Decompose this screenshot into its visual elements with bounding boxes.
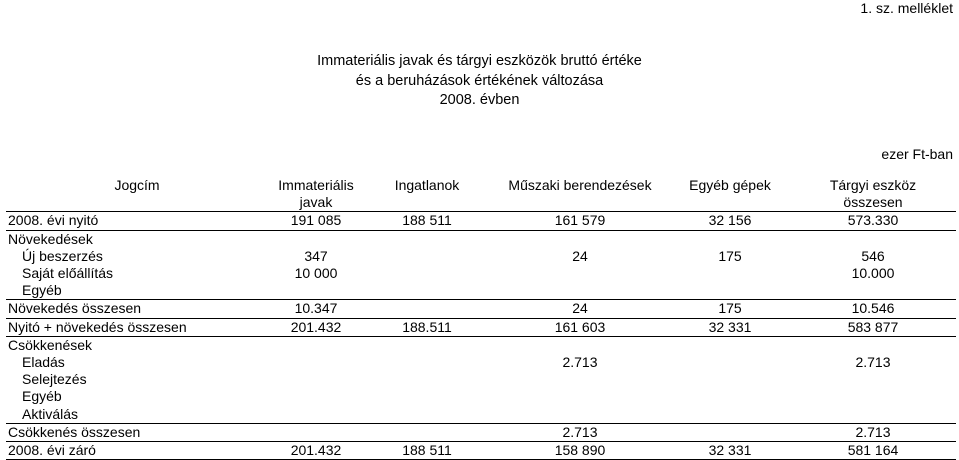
cell-ingatlan [364, 300, 490, 318]
sub-label-aktivalas: Aktiválás [22, 405, 79, 422]
cell-muszaki: 161 579 [490, 212, 670, 230]
cell-egyeb [670, 423, 790, 441]
cell-immat: 201.432 [268, 442, 364, 460]
value-uj-osszesen: 546 [861, 247, 885, 264]
cell-immat [268, 423, 364, 441]
annex-label: 1. sz. melléklet [860, 0, 953, 16]
header-targyi-line1: Tárgyi eszköz [829, 177, 917, 193]
header-targyi-osszesen [790, 177, 956, 212]
value-uj-egyeb: 175 [718, 247, 742, 264]
sub-label-eladas: Eladás [22, 354, 65, 371]
cell-ingatlan [364, 230, 490, 300]
sub-label-egyeb: Egyéb [22, 282, 62, 299]
title-line-1: Immateriális javak és tárgyi eszközök bruttó értéke [317, 53, 642, 69]
unit-label: ezer Ft-ban [881, 146, 953, 162]
header-targyi-line2: összesen [843, 194, 903, 211]
row-label: Növekedés összesen [6, 300, 268, 318]
title-line-3: 2008. évben [439, 92, 520, 108]
sub-label-selejtezes: Selejtezés [22, 371, 87, 388]
value-sajat-immat: 10 000 [294, 265, 338, 281]
value-uj-muszaki: 24 [572, 247, 588, 264]
cell-immat: 10.347 [268, 300, 364, 318]
cell-egyeb: 32 331 [670, 318, 790, 336]
sub-label-sajat: Saját előállítás [22, 265, 114, 282]
cell-immat [268, 336, 364, 423]
cell-ingatlan [364, 423, 490, 441]
value-uj-immat: 347 [304, 247, 328, 264]
header-immaterialis-line2: javak [299, 194, 333, 211]
cell-muszaki: 2.713 [490, 423, 670, 441]
asset-table [6, 177, 956, 460]
cell-muszaki: 158 890 [490, 442, 670, 460]
cell-muszaki: 161 603 [490, 318, 670, 336]
header-immaterialis-line1: Immateriális [278, 177, 354, 193]
cell-egyeb [670, 230, 790, 300]
cell-egyeb [670, 336, 790, 423]
cell-egyeb: 175 [670, 300, 790, 318]
value-eladas-osszesen: 2.713 [855, 354, 891, 371]
cell-ingatlan: 188.511 [364, 318, 490, 336]
cell-muszaki [490, 230, 670, 300]
table-row-csokkenes-osszesen [6, 423, 956, 441]
table-row-novekedesek [6, 230, 956, 300]
cell-ingatlan [364, 336, 490, 423]
group-label: Csökkenések [8, 336, 93, 353]
cell-ingatlan: 188 511 [364, 212, 490, 230]
header-immaterialis [268, 177, 364, 212]
header-egyeb-gepek: Egyéb gépek [670, 177, 790, 212]
value-sajat-osszesen: 10.000 [851, 265, 895, 281]
cell-egyeb: 32 156 [670, 212, 790, 230]
cell-osszesen: 583 877 [790, 318, 956, 336]
cell-osszesen: 2.713 [790, 423, 956, 441]
table-row-nyito [6, 212, 956, 230]
table-header-row [6, 177, 956, 212]
cell-egyeb: 32 331 [670, 442, 790, 460]
cell-osszesen [790, 336, 956, 423]
row-label: Nyitó + növekedés összesen [6, 318, 268, 336]
row-label-group [6, 230, 268, 300]
header-jogcim: Jogcím [6, 177, 268, 212]
row-label-group [6, 336, 268, 423]
group-label: Növekedések [8, 230, 93, 247]
title-line-2: és a beruházások értékének változása [355, 72, 604, 89]
cell-immat [268, 230, 364, 300]
cell-osszesen [790, 230, 956, 300]
row-label: 2008. évi nyitó [6, 212, 268, 230]
row-label: Csökkenés összesen [6, 423, 268, 441]
table-row-zaro [6, 442, 956, 460]
cell-muszaki: 24 [490, 300, 670, 318]
cell-osszesen: 10.546 [790, 300, 956, 318]
document-title [0, 52, 959, 111]
cell-muszaki [490, 336, 670, 423]
value-eladas-muszaki: 2.713 [562, 354, 598, 371]
table-row-nyito-novekedes [6, 318, 956, 336]
cell-ingatlan: 188 511 [364, 442, 490, 460]
cell-osszesen: 581 164 [790, 442, 956, 460]
table-row-csokkenesek [6, 336, 956, 423]
header-muszaki: Műszaki berendezések [490, 177, 670, 212]
cell-osszesen: 573.330 [790, 212, 956, 230]
cell-immat: 191 085 [268, 212, 364, 230]
sub-label-uj: Új beszerzés [22, 247, 103, 264]
row-label: 2008. évi záró [6, 442, 268, 460]
cell-immat: 201.432 [268, 318, 364, 336]
sub-label-egyeb: Egyéb [22, 388, 62, 405]
table-row-novekedes-osszesen [6, 300, 956, 318]
header-ingatlanok: Ingatlanok [364, 177, 490, 212]
